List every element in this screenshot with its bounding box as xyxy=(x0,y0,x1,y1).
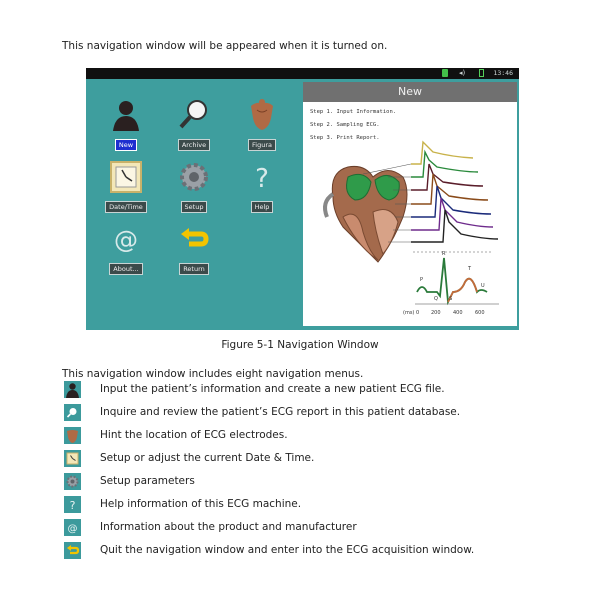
svg-text:?: ? xyxy=(69,499,76,512)
menu-item-about[interactable] xyxy=(96,222,156,275)
menu-item-setup[interactable] xyxy=(164,160,224,213)
magnifier-icon xyxy=(177,98,211,132)
person-icon xyxy=(109,98,143,132)
clock-icon xyxy=(64,450,81,467)
svg-text:@: @ xyxy=(114,226,138,254)
return-button[interactable]: Return xyxy=(179,263,209,275)
setup-button[interactable]: Setup xyxy=(181,201,208,213)
menu-item-return[interactable] xyxy=(164,222,224,275)
wave-label-u: U xyxy=(481,283,485,289)
battery-icon xyxy=(479,69,484,77)
clock-icon xyxy=(109,160,143,194)
tick-label: 0 xyxy=(416,310,420,316)
heart-ecg-illustration xyxy=(303,82,517,326)
torso-icon xyxy=(64,427,81,444)
lead-text: This navigation window includes eight navigation menus. xyxy=(62,368,364,380)
menu-item-new[interactable] xyxy=(96,98,156,151)
help-button[interactable]: Help xyxy=(251,201,274,213)
gear-icon xyxy=(64,473,81,490)
wave-label-q: Q xyxy=(434,296,438,302)
status-bar xyxy=(86,68,519,79)
description-text: Help information of this ECG machine. xyxy=(100,498,302,510)
menu-item-figura[interactable] xyxy=(232,98,292,151)
return-arrow-icon xyxy=(64,542,81,559)
panel-title: New xyxy=(303,82,517,102)
return-arrow-icon xyxy=(177,222,211,256)
magnifier-icon xyxy=(64,404,81,421)
menu-item-archive[interactable] xyxy=(164,98,224,151)
description-text: Inquire and review the patient’s ECG report in this patient database. xyxy=(100,406,461,418)
at-icon xyxy=(109,222,143,256)
svg-text:?: ? xyxy=(255,164,269,194)
tick-label: 600 xyxy=(475,310,485,316)
new-panel xyxy=(303,82,517,326)
wave-label-p: P xyxy=(420,277,424,283)
description-text: Setup or adjust the current Date & Time. xyxy=(100,452,315,464)
description-text: Quit the navigation window and enter into the ECG acquisition window. xyxy=(100,544,475,556)
archive-button[interactable]: Archive xyxy=(178,139,210,151)
gear-icon xyxy=(177,160,211,194)
torso-icon xyxy=(245,98,279,132)
signal-icon xyxy=(442,69,448,77)
action-potential-curves xyxy=(411,142,498,242)
person-icon xyxy=(64,381,81,398)
description-text: Input the patient’s information and create a new patient ECG file. xyxy=(100,383,445,395)
description-text: Information about the product and manufacturer xyxy=(100,521,357,533)
wave-label-s: S xyxy=(449,296,453,302)
axis-unit: (ms) xyxy=(403,310,415,316)
menu-item-help[interactable] xyxy=(232,160,292,213)
figura-button[interactable]: Figura xyxy=(248,139,276,151)
about-button[interactable]: About... xyxy=(109,263,142,275)
new-button[interactable]: New xyxy=(115,139,137,151)
at-icon xyxy=(64,519,81,536)
svg-text:@: @ xyxy=(67,523,78,535)
tick-label: 400 xyxy=(453,310,463,316)
figure-caption: Figure 5-1 Navigation Window xyxy=(221,339,379,351)
date-time-button[interactable]: Date/Time xyxy=(105,201,147,213)
step-item: Step 2. Sampling ECG. xyxy=(310,122,380,128)
question-icon xyxy=(64,496,81,513)
ecg-trace xyxy=(403,251,499,316)
clock-time: 13:46 xyxy=(493,69,513,77)
wave-label-t: T xyxy=(468,266,472,272)
question-icon xyxy=(245,160,279,194)
device-screen xyxy=(86,68,519,330)
description-text: Setup parameters xyxy=(100,475,195,487)
menu-item-date-time[interactable] xyxy=(96,160,156,213)
intro-text: This navigation window will be appeared when it is turned on. xyxy=(62,40,388,52)
description-text: Hint the location of ECG electrodes. xyxy=(100,429,288,441)
wave-label-r: R xyxy=(442,251,446,257)
step-item: Step 3. Print Report. xyxy=(310,135,380,141)
tick-label: 200 xyxy=(431,310,441,316)
step-item: Step 1. Input Information. xyxy=(310,109,397,115)
heart-illustration xyxy=(325,166,407,262)
volume-icon: ◂) xyxy=(459,69,466,77)
